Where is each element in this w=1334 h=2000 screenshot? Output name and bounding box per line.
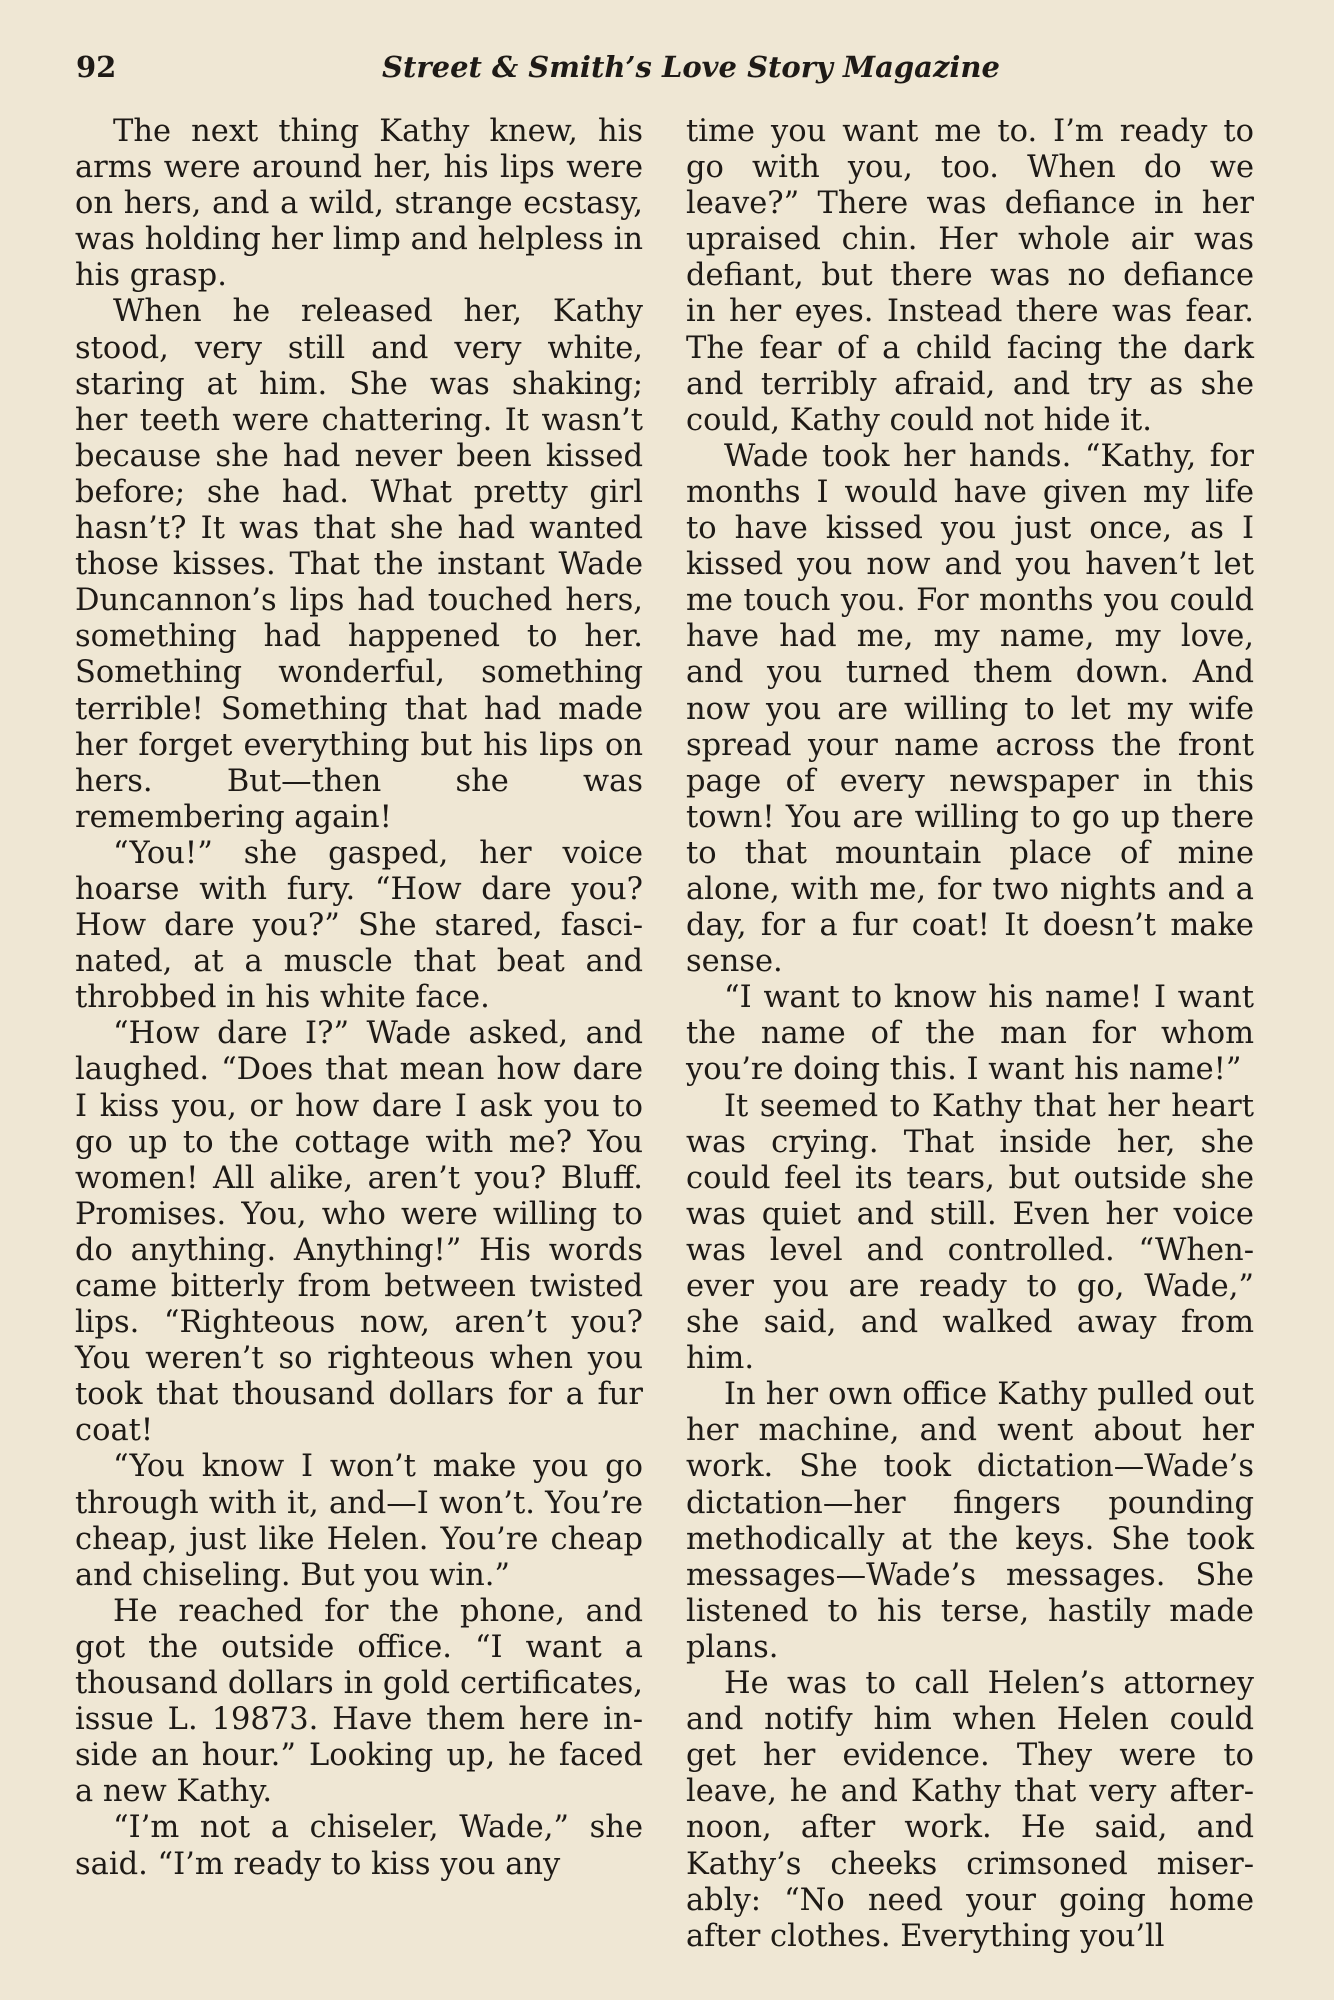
- paragraph: When he released her, Kathy stood, very still and very white, staring at him. She was shaking; her teeth were chattering. It wasn’t because she had never been kissed before; she had. What pretty girl hasn’t? It was that she had wanted those kisses. That the instant Wade Duncannon’s lips had touched hers, something had happened to her. Something wonderful, something terrible! Something that had made her forget everything but his lips on hers. But—then she was remembering again!: [75, 294, 643, 835]
- paragraph: Wade took her hands. “Kathy, for months I would have given my life to have kissed you just once, as I kissed you now and you haven’t let me touch you. For months you could have had me, my name, my love, and you turned them down. And now you are willing to let my wife spread your name across the front page of every newspaper in this town! You are willing to go up there to that mountain place of mine alone, with me, for two nights and a day, for a fur coat! It doesn’t make sense.: [686, 438, 1254, 980]
- page-header: [76, 50, 1266, 94]
- page-number: 92: [76, 50, 117, 84]
- paragraph: time you want me to. I’m ready to go with you, too. When do we leave?” There was defiance in her upraised chin. Her whole air was defiant, but there was no defiance in her eyes. Instead there was fear. The fear of a child facing the dark and terribly afraid, and try as she could, Kathy could not hide it.: [686, 114, 1254, 438]
- paragraph: It seemed to Kathy that her heart was crying. That inside her, she could feel its tears, but outside she was quiet and still. Even her voice was level and controlled. “Whenever you are ready to go, Wade,” she said, and walked away from him.: [686, 1088, 1254, 1377]
- paragraph: In her own office Kathy pulled out her machine, and went about her work. She took dictation—Wade’s dictation—her fingers pounding methodically at the keys. She took messages—Wade’s messages. She listened to his terse, hastily made plans.: [686, 1377, 1254, 1665]
- running-title: Street & Smith’s Love Story Magazine: [382, 50, 1000, 84]
- left-column: [75, 114, 643, 1883]
- paragraph: He reached for the phone, and got the outside office. “I want a thousand dollars in gold certificates, issue L. 19873. Have them here inside an hour.” Looking up, he faced a new Kathy.: [75, 1593, 643, 1810]
- paragraph: The next thing Kathy knew, his arms were around her, his lips were on hers, and a wild, strange ecstasy, was holding her limp and helpless in his grasp.: [75, 114, 643, 294]
- right-column: [686, 114, 1254, 1955]
- paragraph: “How dare I?” Wade asked, and laughed. “Does that mean how dare I kiss you, or how dare I ask you to go up to the cottage with me? You women! All alike, aren’t you? Bluff. Promises. You, who were willing to do anything. Anything!” His words came bitterly from between twisted lips. “Righteous now, aren’t you? You weren’t so righteous when you took that thousand dollars for a fur coat!: [75, 1016, 643, 1449]
- paragraph: “You!” she gasped, her voice hoarse with fury. “How dare you? How dare you?” She stared, fascinated, at a muscle that beat and throbbed in his white face.: [75, 835, 643, 1016]
- paragraph: “I’m not a chiseler, Wade,” she said. “I’m ready to kiss you any: [75, 1810, 643, 1882]
- paragraph: “I want to know his name! I want the name of the man for whom you’re doing this. I want his name!”: [686, 980, 1254, 1088]
- paragraph: “You know I won’t make you go through with it, and—I won’t. You’re cheap, just like Helen. You’re cheap and chiseling. But you win.”: [75, 1449, 643, 1593]
- paragraph: He was to call Helen’s attorney and notify him when Helen could get her evidence. They were to leave, he and Kathy that very afternoon, after work. He said, and Kathy’s cheeks crimsoned miserably: “No need your going home after clothes. Everything you’ll: [686, 1666, 1254, 1954]
